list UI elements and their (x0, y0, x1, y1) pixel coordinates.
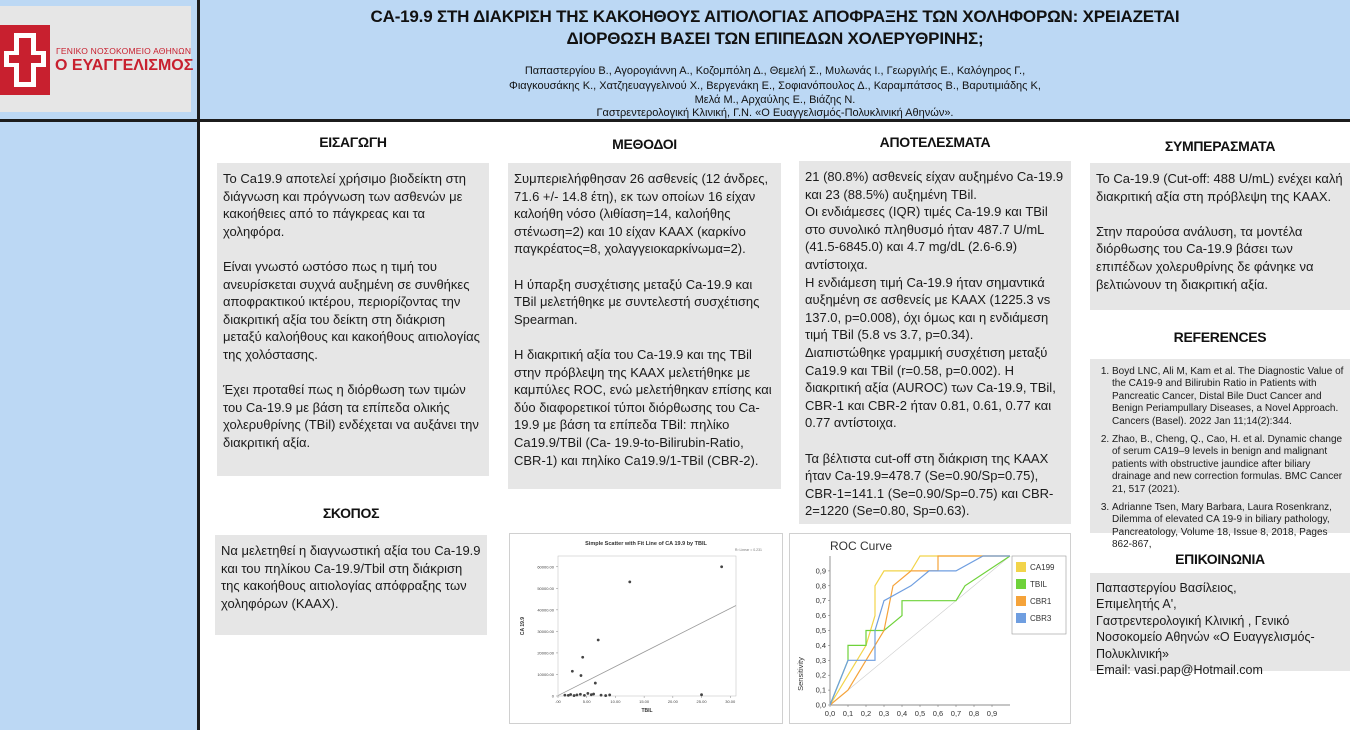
roc-chart-frame (789, 533, 1071, 724)
results-paragraph-3: Η ενδιάμεση τιμή Ca-19.9 ήταν σημαντικά αυξημένη σε ασθενείς με ΚΑΑΧ (1225.3 vs 137.0, p=0.008), όχι όμως και η ενδιάμεση τιμή TBil (5.8 vs 3.7, p=0.34). (805, 274, 1051, 343)
hospital-emblem-icon (0, 25, 50, 95)
poster-title-line2: ΔΙΟΡΘΩΣΗ ΒΑΣΕΙ ΤΩΝ ΕΠΙΠΕΔΩΝ ΧΟΛΕΡΥΘΡΙΝΗΣ; (566, 29, 984, 48)
contact-box (1090, 573, 1350, 678)
conclusions-heading: ΣΥΜΠΕΡΑΣΜΑΤΑ (1164, 138, 1276, 154)
scatter-x-tick-label: .00 (555, 699, 561, 704)
roc-x-tick-label: 0,8 (968, 709, 980, 718)
authors-line1: Παπαστεργίου Β., Αγορογιάννη Α., Κοζομπόλη Δ., Θεμελή Σ., Μυλωνάς Ι., Γεωργιλής Ε., Καλόγηρος Γ., (524, 65, 1026, 77)
scatter-x-tick-label: 20.00 (667, 699, 678, 704)
scatter-x-tick-label: 30.00 (725, 699, 736, 704)
roc-y-tick-label: 0,6 (815, 611, 826, 621)
aim-heading: ΣΚΟΠΟΣ (322, 505, 380, 521)
scatter-point (571, 670, 574, 673)
reference-item: 2. Zhao, B., Cheng, Q., Cao, H. et al. Dynamic change of serum CA19–9 levels in benign and malignant patients with obstructive jaundice after biliary drainage and new correction formulas. BMC Cancer 21, 517 (2021). (1112, 434, 1344, 496)
roc-legend-label: TBIL (1030, 580, 1047, 589)
scatter-y-tick-label: 30000.00 (537, 628, 554, 634)
contact-heading: ΕΠΙΚΟΙΝΩΝΙΑ (1175, 551, 1265, 567)
reference-item: 3. Adrianne Tsen, Mary Barbara, Laura Rosenkranz, Dilemma of elevated CA 19-9 in biliary pathology, Pancreatology, Volume 18, Issue 8, 2018, Pages 862-867, (1112, 502, 1344, 552)
authors-line2: Φιαγκουσάκης Κ., Χατζηευαγγελινού Χ., Βεργενάκη Ε., Σοφιανόπουλος Δ., Καραμπάτσος Β., Βαρυτιμιάδης Κ, (509, 79, 1041, 92)
intro-box (217, 163, 489, 476)
roc-y-tick-label: 0,0 (815, 700, 826, 710)
roc-y-tick-label: 0,7 (815, 596, 826, 606)
roc-x-tick-label: 0,2 (860, 709, 872, 718)
roc-y-tick-label: 0,2 (815, 670, 826, 680)
scatter-point (597, 639, 600, 642)
intro-paragraph-2: Είναι γνωστό ωστόσο πως η τιμή του ανευρίσκεται συχνά αυξημένη σε συνθήκες αποφρακτικού ικτέρου, περιορίζοντας την διακριτική αξία του δείκτη στη διάκριση μεταξύ καλοήθους και κακοήθους αιτιολογίας της χολόστασης. (223, 258, 480, 362)
methods-paragraph-1: Συμπεριελήφθησαν 26 ασθενείς (12 άνδρες, 71.6 +/- 14.8 έτη), εκ των οποίων 16 είχαν καλοήθη νόσο (λιθίαση=14, καλοήθης στένωση=2) και 10 είχαν ΚΑΑΧ (καρκίνο παγκρέατος=8, χολαγγειοκαρκίνωμα=2). (514, 171, 769, 257)
scatter-y-tick-label: 40000.00 (537, 607, 554, 613)
scatter-point (583, 694, 586, 697)
roc-legend-label: CA199 (1030, 563, 1055, 572)
intro-heading: ΕΙΣΑΓΩΓΗ (319, 134, 387, 150)
scatter-point (700, 693, 703, 696)
scatter-point (628, 580, 631, 583)
scatter-x-tick-label: 5.00 (582, 699, 591, 704)
roc-x-tick-label: 0,9 (986, 709, 998, 718)
scatter-y-tick-label: 20000.00 (537, 650, 554, 656)
scatter-chart (510, 534, 782, 723)
roc-y-tick-label: 0,9 (815, 566, 826, 576)
methods-paragraph-3: Η διακριτική αξία του Ca-19.9 και της TBil στην πρόβλεψη της ΚΑΑΧ μελετήθηκε με καμπύλες ROC, ενώ μελετήθηκαν επίσης και δύο διαφορετικοί τύποι διόρθωσης του Ca-19.9 με βάση τα επίπεδα TBil: πηλίκο Ca19.9/TBil (Ca- 19.9-to-Bilirubin-Ratio, CBR-1) και πηλίκο Ca19.9/1-TBil (CBR-2). (514, 346, 772, 468)
roc-legend-swatch (1016, 613, 1026, 623)
hospital-logo (0, 6, 194, 112)
affiliation: Γαστρεντερολογική Κλινική, Γ.Ν. «Ο Ευαγγελισμός-Πολυκλινική Αθηνών». (596, 107, 954, 119)
roc-legend-swatch (1016, 579, 1026, 589)
hospital-name-line2: Ο ΕΥΑΓΓΕΛΙΣΜΟΣ (55, 57, 194, 74)
scatter-point (580, 674, 583, 677)
scatter-point (563, 694, 566, 697)
roc-legend-swatch (1016, 562, 1026, 572)
conclusions-paragraph-1: Το Ca-19.9 (Cut-off: 488 U/mL) ενέχει καλή διακριτική αξία στη πρόβλεψη της ΚΑΑΧ. (1096, 171, 1343, 204)
results-paragraph-1: 21 (80.8%) ασθενείς είχαν αυξημένο Ca-19.9 και 23 (88.5%) αυξημένη TBil. (805, 169, 1064, 202)
conclusions-paragraph-2: Στην παρούσα ανάλυση, τα μοντέλα διόρθωσης του Ca-19.9 βάσει των επιπέδων χολερυθρίνης δε φάνηκε να βελτιώνουν τη διακριτική αξία. (1096, 223, 1314, 292)
reference-item: 1. Boyd LNC, Ali M, Kam et al. The Diagnostic Value of the CA19-9 and Bilirubin Ratio in Patients with Pancreatic Cancer, Distal Bile Duct Cancer and Benign Periampullary Diseases, a Novel Approach. Cancers (Basel). 2022 Jan 11;14(2):344. (1112, 366, 1344, 428)
references-box (1090, 359, 1350, 551)
scatter-x-axis-label: TBIL (641, 708, 653, 714)
contact-line-1: Παπαστεργίου Βασίλειος, (1096, 581, 1237, 595)
scatter-y-tick-label: 10000.00 (537, 671, 554, 677)
authors-line3: Μελά Μ., Αρχαύλης Ε., Βιάζης Ν. (694, 94, 856, 107)
references-list (1096, 366, 1344, 552)
intro-paragraph-3: Έχει προταθεί πως η διόρθωση των τιμών του Ca-19.9 με βάση τα επίπεδα ολικής χολερυθρίνης (TBil) ενδέχεται να αυξάνει την διακριτική αξία. (223, 382, 479, 450)
roc-x-tick-label: 0,6 (932, 709, 944, 718)
roc-y-tick-label: 0,4 (815, 640, 826, 650)
contact-line-2: Επιμελητής Α', (1096, 597, 1177, 612)
roc-x-tick-label: 0,7 (950, 709, 962, 718)
roc-x-tick-label: 0,3 (878, 709, 890, 718)
poster-title-line1: CA-19.9 ΣΤΗ ΔΙΑΚΡΙΣΗ ΤΗΣ ΚΑΚΟΗΘΟΥΣ ΑΙΤΙΟΛΟΓΙΑΣ ΑΠΟΦΡΑΞΗΣ ΤΩΝ ΧΟΛΗΦΟΡΩΝ: ΧΡΕΙΑΖΕΤΑΙ (370, 7, 1180, 26)
scatter-x-tick-label: 10.00 (610, 699, 621, 704)
roc-y-tick-label: 0,5 (815, 626, 826, 635)
methods-paragraph-2: Η ύπαρξη συσχέτισης μεταξύ Ca-19.9 και TBil μελετήθηκε με συντελεστή συσχέτισης Spearman. (514, 276, 760, 327)
results-heading: ΑΠΟΤΕΛΕΣΜΑΤΑ (879, 134, 991, 150)
roc-x-tick-label: 0,0 (824, 709, 836, 718)
scatter-point (586, 692, 589, 695)
scatter-fit-line (558, 606, 736, 696)
scatter-point (608, 694, 611, 697)
scatter-title: Simple Scatter with Fit Line of CA 19.9 by TBIL (585, 541, 707, 547)
roc-legend-label: CBR1 (1030, 597, 1052, 606)
contact-line-3: Γαστρεντερολογική Κλινική , Γενικό Νοσοκομείο Αθηνών «Ο Ευαγγελισμός-Πολυκλινική» (1096, 613, 1315, 661)
results-paragraph-5: Τα βέλτιστα cut-off στη διάκριση της ΚΑΑΧ ήταν Ca-19.9=478.7 (Se=0.90/Sp=0.75), CBR-1=141.1 (Se=0.90/Sp=0.75) και CBR-2=1220 (Se=0.80, Sp=0.63). (805, 450, 1054, 519)
roc-x-tick-label: 0,5 (914, 709, 926, 718)
scatter-point (592, 693, 595, 696)
scatter-point (720, 565, 723, 568)
roc-chart (790, 534, 1070, 723)
roc-title: ROC Curve (830, 539, 893, 553)
scatter-point (576, 694, 579, 697)
scatter-point (581, 656, 584, 659)
scatter-point (579, 693, 582, 696)
aim-paragraph: Να μελετηθεί η διαγνωστική αξία του Ca-19.9 και του πηλίκου Ca-19.9/Tbil στη διάκριση της κακοήθους αιτιολογίας απόφραξης των χοληφόρων (ΚΑΑΧ). (221, 543, 481, 611)
scatter-x-tick-label: 25.00 (696, 699, 707, 704)
aim-box (215, 535, 487, 635)
scatter-x-tick-label: 15.00 (639, 699, 650, 704)
scatter-y-tick-label: 0 (551, 693, 554, 699)
methods-box (508, 163, 781, 489)
intro-paragraph-1: Το Ca19.9 αποτελεί χρήσιμο βιοδείκτη στη διάγνωση και πρόγνωση των ασθενών με κακοήθειες από το πάγκρεας και τα χοληφόρα. (223, 171, 467, 239)
scatter-point (594, 682, 597, 685)
references-heading: REFERENCES (1173, 329, 1267, 345)
contact-email: Email: vasi.pap@Hotmail.com (1096, 663, 1263, 678)
scatter-chart-frame (509, 533, 783, 724)
roc-y-tick-label: 0,1 (815, 685, 826, 695)
conclusions-box (1090, 163, 1350, 310)
roc-legend-swatch (1016, 596, 1026, 606)
scatter-point (569, 693, 572, 696)
roc-y-tick-label: 0,8 (815, 581, 826, 591)
scatter-plot-area (558, 556, 736, 696)
scatter-y-axis-label: CA 19.9 (520, 616, 526, 636)
scatter-point (600, 694, 603, 697)
roc-legend-label: CBR3 (1030, 614, 1052, 623)
scatter-point (604, 694, 607, 697)
roc-y-axis-label: Sensitivity (796, 657, 805, 691)
scatter-y-tick-label: 50000.00 (537, 585, 554, 591)
results-box (799, 161, 1071, 524)
roc-y-tick-label: 0,3 (815, 655, 826, 665)
roc-x-tick-label: 0,4 (896, 709, 908, 718)
scatter-legend-note: R² Linear = 0.231 (734, 548, 762, 552)
results-paragraph-4: Διαπιστώθηκε γραμμική συσχέτιση μεταξύ Ca19.9 και TBil (r=0.58, p=0.002). Η διακριτική αξία (AUROC) των Ca-19.9, TBil, CBR-1 και CBR-2 ήταν 0.81, 0.61, 0.77 και 0.77 αντίστοιχα. (805, 344, 1056, 431)
roc-x-tick-label: 0,1 (842, 709, 854, 718)
scatter-y-tick-label: 60000.00 (537, 564, 554, 570)
results-paragraph-2: Οι ενδιάμεσες (IQR) τιμές Ca-19.9 και TBil στο συνολικό πληθυσμό ήταν 487.7 U/mL (41.5-6845.0) και 4.7 mg/dL (2.6-6.9) αντίστοιχα. (805, 204, 1048, 272)
scatter-point (573, 694, 576, 697)
hospital-name-line1: ΓΕΝΙΚΟ ΝΟΣΟΚΟΜΕΙΟ ΑΘΗΝΩΝ (56, 46, 192, 56)
methods-heading: ΜΕΘΟΔΟΙ (612, 136, 677, 152)
